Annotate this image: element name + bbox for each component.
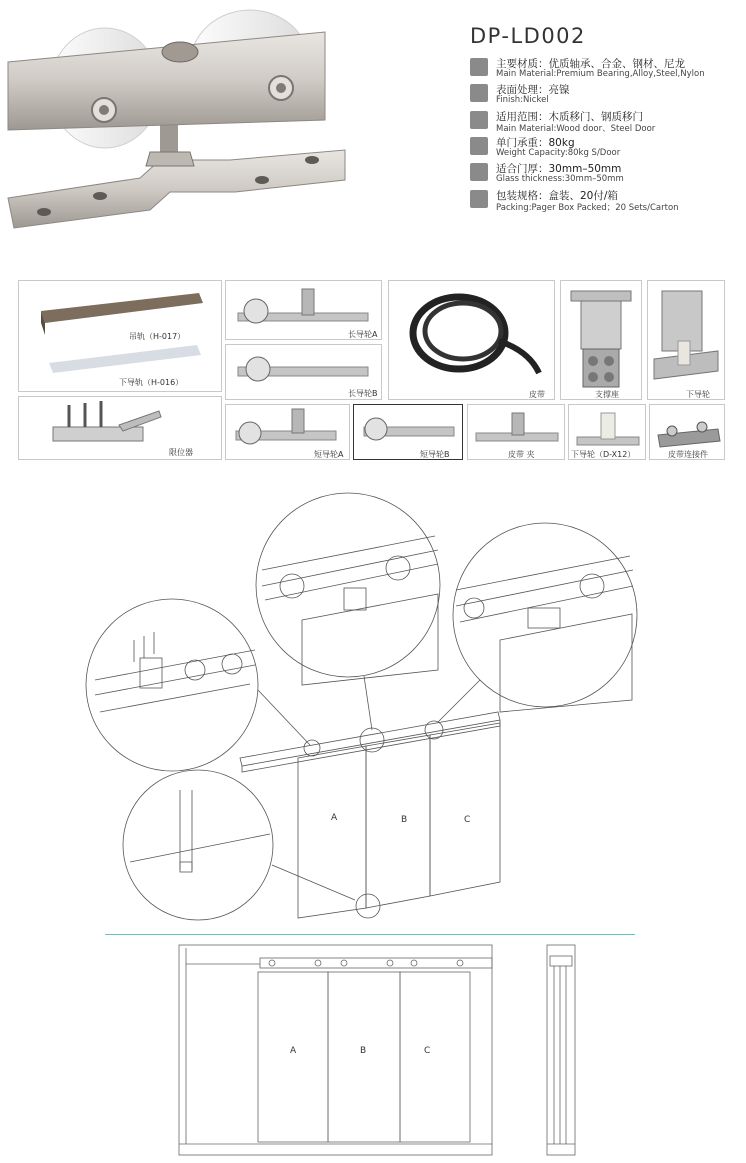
weight-icon xyxy=(470,137,488,155)
part-long-wheel-a xyxy=(225,280,382,340)
section-divider xyxy=(105,934,635,935)
belt-clip-label: 皮带 夹 xyxy=(508,450,535,459)
part-lower-guide-wheel xyxy=(647,280,725,400)
detail-circle-stopper xyxy=(86,599,258,771)
stopper-label: 限位器 xyxy=(169,448,193,457)
spec-application-cn: 适用范围：木质移门、钢质移门 xyxy=(496,111,643,123)
door-label-c: C xyxy=(464,815,471,825)
detail-circle-bottom xyxy=(123,770,273,920)
belt-image xyxy=(389,281,555,400)
thickness-icon xyxy=(470,163,488,181)
material-icon xyxy=(470,58,488,76)
side-elevation-drawing xyxy=(546,944,576,1158)
spec-thickness-en: Glass thickness:30mm–50mm xyxy=(496,174,624,184)
lower-guide-d-label: 下导轮（D-X12） xyxy=(571,450,636,459)
finish-icon xyxy=(470,84,488,102)
spec-finish-cn: 表面处理：亮镍 xyxy=(496,84,570,96)
spec-material-en: Main Material:Premium Bearing,Alloy,Steel,Nylon xyxy=(496,69,705,79)
spec-weight-en: Weight Capacity:80kg S/Door xyxy=(496,148,621,158)
spec-finish xyxy=(470,84,740,106)
part-short-wheel-a xyxy=(225,404,350,460)
spec-thickness-cn: 适合门厚：30mm–50mm xyxy=(496,163,622,175)
packing-icon xyxy=(470,190,488,208)
assembly-drawing xyxy=(0,490,746,930)
short-wheel-a-label: 短导轮A xyxy=(314,450,344,459)
support-seat-label: 支撑座 xyxy=(595,390,619,399)
belt-label: 皮带 xyxy=(529,390,545,399)
belt-connector-label: 皮带连接件 xyxy=(668,450,708,459)
upper-rail-label: 吊轨（H-017） xyxy=(129,332,186,341)
door-type-icon xyxy=(470,111,488,129)
part-belt xyxy=(388,280,555,400)
spec-material-cn: 主要材质：优质轴承、合金、钢材、尼龙 xyxy=(496,58,685,70)
spec-application xyxy=(470,111,740,133)
spec-material xyxy=(470,58,740,80)
spec-weight-cn: 单门承重：80kg xyxy=(496,137,575,149)
part-belt-clip xyxy=(467,404,565,460)
front-label-c: C xyxy=(424,1046,431,1056)
lower-rail-label: 下导轨（H-016） xyxy=(119,378,184,387)
spec-packing-cn: 包装规格：盒装、20付/箱 xyxy=(496,190,618,202)
short-wheel-b-label: 短导轮B xyxy=(420,450,450,459)
rails-image xyxy=(19,281,222,392)
product-hero-image xyxy=(0,0,360,250)
spec-weight xyxy=(470,137,740,159)
spec-application-en: Main Material:Wood door、Steel Door xyxy=(496,124,656,134)
door-label-a: A xyxy=(331,813,338,823)
lower-guide-wheel-image xyxy=(648,281,725,400)
part-long-wheel-b xyxy=(225,344,382,400)
front-label-a: A xyxy=(290,1046,297,1056)
part-belt-connector xyxy=(649,404,725,460)
part-short-wheel-b xyxy=(353,404,463,460)
spec-thickness xyxy=(470,163,740,185)
long-wheel-b-label: 长导轮B xyxy=(348,389,378,398)
lower-guide-wheel-label: 下导轮 xyxy=(686,390,710,399)
door-label-b: B xyxy=(401,815,408,825)
support-seat-image xyxy=(561,281,642,400)
detail-circle-wheel xyxy=(256,493,440,677)
part-stopper xyxy=(18,396,222,460)
spec-packing xyxy=(470,190,740,212)
part-lower-guide-d xyxy=(568,404,646,460)
part-support-seat xyxy=(560,280,642,400)
model-number: DP-LD002 xyxy=(470,24,586,48)
front-label-b: B xyxy=(360,1046,367,1056)
spec-packing-en: Packing:Pager Box Packed；20 Sets/Carton xyxy=(496,203,679,213)
long-wheel-a-label: 长导轮A xyxy=(348,330,378,339)
part-rails xyxy=(18,280,222,392)
front-elevation-drawing xyxy=(178,944,494,1158)
spec-finish-en: Finish:Nickel xyxy=(496,95,549,105)
